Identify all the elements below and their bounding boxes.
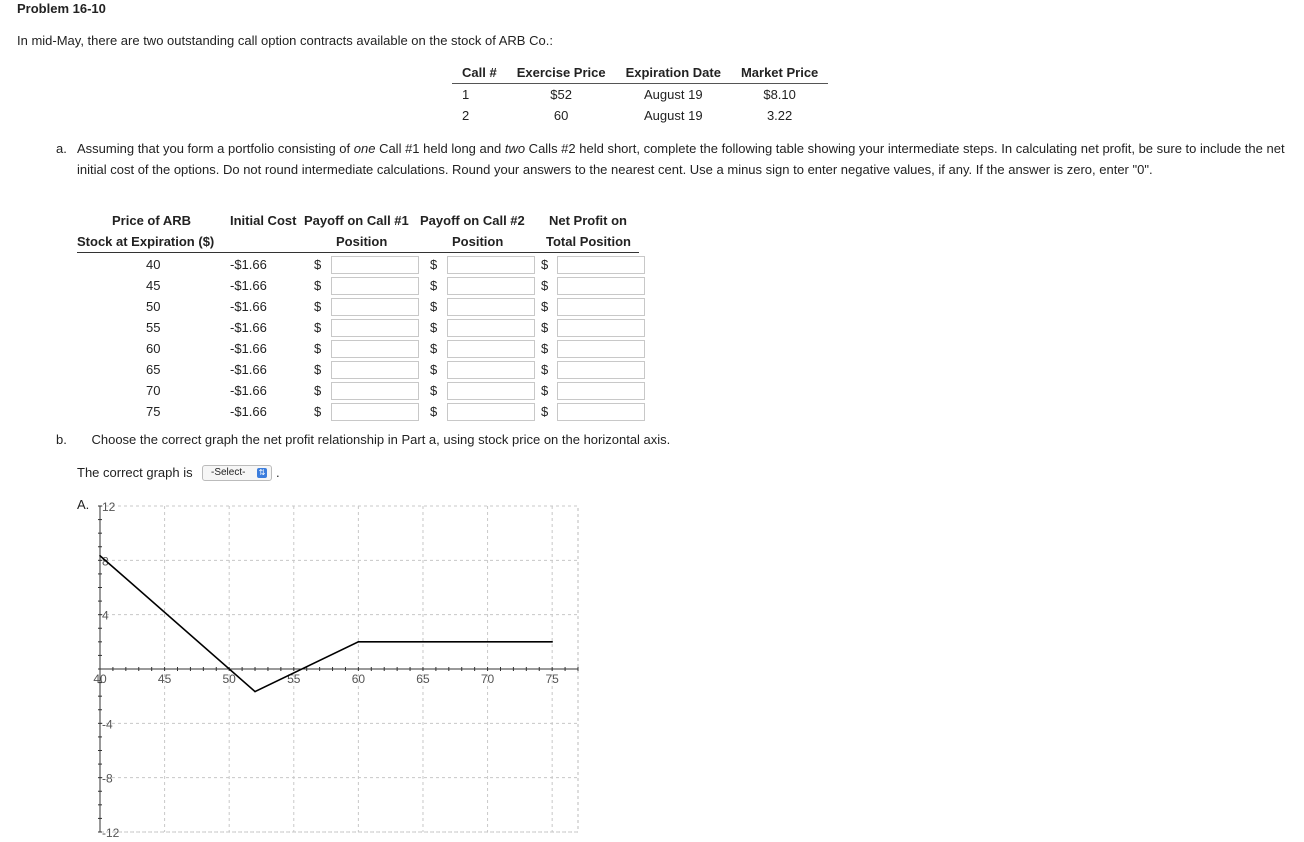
- graph-prompt: The correct graph is: [77, 465, 193, 480]
- dollar-sign: $: [541, 320, 549, 335]
- profit-point: [254, 691, 256, 693]
- header-net-line1: Net Profit on: [549, 213, 627, 228]
- header-price-line2: Stock at Expiration ($): [77, 234, 215, 249]
- graph-select-value: -Select-: [211, 467, 246, 478]
- dollar-sign: $: [430, 341, 438, 356]
- y-tick-label: -8: [102, 771, 113, 786]
- row-initial-cost: -$1.66: [230, 383, 267, 398]
- cell-call: 2: [462, 108, 470, 123]
- option-a-label: A.: [77, 497, 90, 512]
- row-initial-cost: -$1.66: [230, 320, 267, 335]
- y-tick-label: -4: [102, 717, 113, 732]
- col-header-call: Call #: [452, 63, 507, 84]
- x-tick-label: 55: [287, 672, 301, 686]
- problem-title: Problem 16-10: [17, 1, 106, 16]
- row-price: 50: [146, 299, 161, 314]
- header-cost: Initial Cost: [230, 213, 297, 228]
- dollar-sign: $: [541, 257, 549, 272]
- dollar-sign: $: [541, 341, 549, 356]
- cell-market: 3.22: [766, 108, 793, 123]
- cell-call: 1: [462, 87, 470, 102]
- header-net-line2: Total Position: [546, 234, 631, 249]
- dollar-sign: $: [314, 341, 322, 356]
- graph-suffix: .: [276, 465, 280, 480]
- dollar-sign: $: [430, 257, 438, 272]
- select-arrows-icon: ⇅: [258, 468, 266, 477]
- dollar-sign: $: [430, 383, 438, 398]
- profit-point: [99, 555, 101, 557]
- profit-point: [358, 641, 360, 643]
- part-a-text-2: Call #1 held long and: [375, 141, 505, 156]
- row-price: 65: [146, 362, 161, 377]
- y-tick-label: 8: [102, 554, 109, 569]
- header-price-line1: Price of ARB: [112, 213, 191, 228]
- dollar-sign: $: [541, 299, 549, 314]
- dollar-sign: $: [314, 383, 322, 398]
- x-tick-label: 45: [157, 672, 172, 686]
- part-b-label: b.: [56, 432, 67, 447]
- dollar-sign: $: [430, 299, 438, 314]
- dollar-sign: $: [541, 404, 549, 419]
- dollar-sign: $: [430, 320, 438, 335]
- dollar-sign: $: [430, 278, 438, 293]
- dollar-sign: $: [314, 404, 322, 419]
- part-a-text-1: Assuming that you form a portfolio consisting of: [77, 141, 354, 156]
- row-price: 60: [146, 341, 161, 356]
- cell-market: $8.10: [763, 87, 796, 102]
- header-pay2-line2: Position: [452, 234, 504, 249]
- intro-text: In mid-May, there are two outstanding call option contracts available on the stock of ARB Co.:: [17, 33, 553, 48]
- row-initial-cost: -$1.66: [230, 278, 267, 293]
- dollar-sign: $: [541, 362, 549, 377]
- cell-expiration: August 19: [644, 87, 703, 102]
- row-price: 55: [146, 320, 161, 335]
- x-tick-label: 65: [416, 672, 430, 686]
- cell-expiration: August 19: [644, 108, 703, 123]
- row-initial-cost: -$1.66: [230, 299, 267, 314]
- part-b-text: Choose the correct graph the net profit relationship in Part a, using stock price on the horizontal axis.: [91, 432, 671, 447]
- row-initial-cost: -$1.66: [230, 341, 267, 356]
- col-header-market: Market Price: [731, 63, 828, 84]
- x-tick-label: 60: [351, 672, 366, 686]
- y-tick-label: 4: [102, 608, 109, 623]
- y-tick-label: 12: [102, 500, 116, 514]
- row-price: 75: [146, 404, 161, 419]
- part-a-label: a.: [56, 141, 67, 156]
- cell-exercise: 60: [553, 108, 569, 123]
- col-header-exercise: Exercise Price: [507, 63, 616, 84]
- cell-exercise: $52: [550, 87, 572, 102]
- row-initial-cost: -$1.66: [230, 362, 267, 377]
- dollar-sign: $: [430, 362, 438, 377]
- profit-point: [551, 641, 553, 643]
- header-pay1-line1: Payoff on Call #1: [304, 213, 409, 228]
- dollar-sign: $: [314, 257, 322, 272]
- row-initial-cost: -$1.66: [230, 404, 267, 419]
- dollar-sign: $: [541, 278, 549, 293]
- dollar-sign: $: [314, 362, 322, 377]
- row-initial-cost: -$1.66: [230, 257, 267, 272]
- part-a-text-3: Calls #2 held short, complete the following table showing your intermediate steps. In calculating net profit, be sure to include the net initial cost of the options. Do not round intermediate calculations. Round your answers to the nearest cent. Use a minus sign to enter negative values, if any. If the answer is zero, enter "0".: [77, 141, 1285, 177]
- x-tick-label: 50: [222, 672, 236, 686]
- part-a-em-2: two: [504, 141, 526, 156]
- header-pay1-line2: Position: [336, 234, 388, 249]
- header-pay2-line1: Payoff on Call #2: [420, 213, 525, 228]
- part-a-em-1: one: [353, 141, 376, 156]
- dollar-sign: $: [430, 404, 438, 419]
- dollar-sign: $: [314, 278, 322, 293]
- col-header-expiration: Expiration Date: [616, 63, 731, 84]
- dollar-sign: $: [314, 299, 322, 314]
- x-tick-label: 40: [93, 672, 107, 686]
- row-price: 40: [146, 257, 161, 272]
- x-tick-label: 70: [480, 672, 495, 686]
- x-tick-label: 75: [545, 672, 559, 686]
- y-tick-label: -12: [102, 826, 120, 840]
- row-price: 45: [146, 278, 161, 293]
- dollar-sign: $: [541, 383, 549, 398]
- dollar-sign: $: [314, 320, 322, 335]
- row-price: 70: [146, 383, 161, 398]
